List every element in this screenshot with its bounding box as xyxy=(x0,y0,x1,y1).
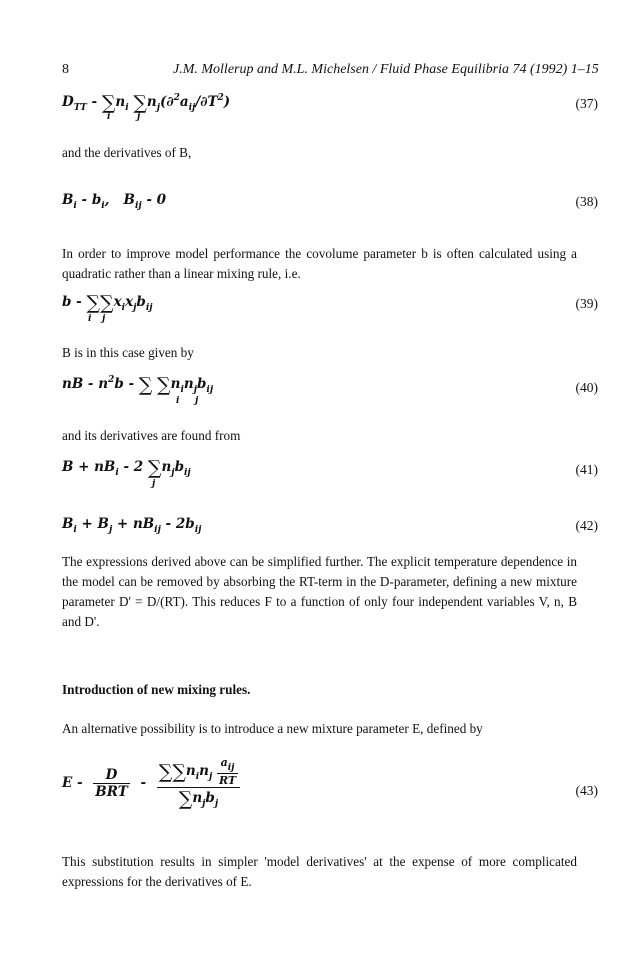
paragraph: In order to improve model performance the covolume parameter b is often calculated using a quadratic rather than a linear mixing rule, i.e. xyxy=(62,246,577,281)
journal-citation: J.M. Mollerup and M.L. Michelsen / Fluid Phase Equilibria 74 (1992) 1–15 xyxy=(173,62,599,77)
equation-41: $B + nB_i - 2$ $\sum n_jb_{ij}$ j xyxy=(62,457,191,489)
page-number: 8 xyxy=(62,62,69,77)
equation-number-38: (38) xyxy=(575,194,598,209)
paragraph: The expressions derived above can be simplified further. The explicit temperature dependence in the model can be removed by absorbing the RT-term in the D-parameter, defining a new mixture parameter D' = D/(RT). This reduces F to a function of only four independent variables V, n, B and D'. xyxy=(62,554,577,629)
equation-39: b - $\sum\sum x_ix_jb_{ij}$ i j xyxy=(62,292,153,324)
paragraph: This substitution results in simpler 'model derivatives' at the expense of more complicated expressions for the derivatives of E. xyxy=(62,854,577,889)
equation-number-37: (37) xyxy=(575,96,598,111)
paragraph: and its derivatives are found from xyxy=(62,428,241,443)
equation-number-39: (39) xyxy=(575,296,598,311)
equation-40: nB - $n^2b$ - ∑ $\sum n_in_jb_{ij}$ i j xyxy=(62,374,214,406)
equation-number-42: (42) xyxy=(575,518,598,533)
paragraph: An alternative possibility is to introduce a new mixture parameter E, defined by xyxy=(62,721,483,736)
equation-number-40: (40) xyxy=(575,380,598,395)
section-heading: Introduction of new mixing rules. xyxy=(62,682,251,697)
paragraph: B is in this case given by xyxy=(62,345,194,360)
equation-42: $B_i + B_j + nB_{ij} - 2b_{ij}$ xyxy=(62,516,202,535)
equation-38: $B_i - b_i$, $B_{ij} - 0$ xyxy=(62,192,167,211)
equation-37: $D_{TT} - \sum n_i$ $\sum n_j(\partial^2a_{ij}/\partial T^2)$ i j xyxy=(62,92,231,122)
equation-number-43: (43) xyxy=(575,783,598,798)
equation-number-41: (41) xyxy=(575,462,598,477)
paragraph: and the derivatives of B, xyxy=(62,145,192,160)
equation-43: E - $\frac{D}{\text{BRT}}$ - $\sum\sum n_in_j$ $\frac{a_{ij}}{RT}$ $\sum n_jb_j$ xyxy=(62,756,240,810)
